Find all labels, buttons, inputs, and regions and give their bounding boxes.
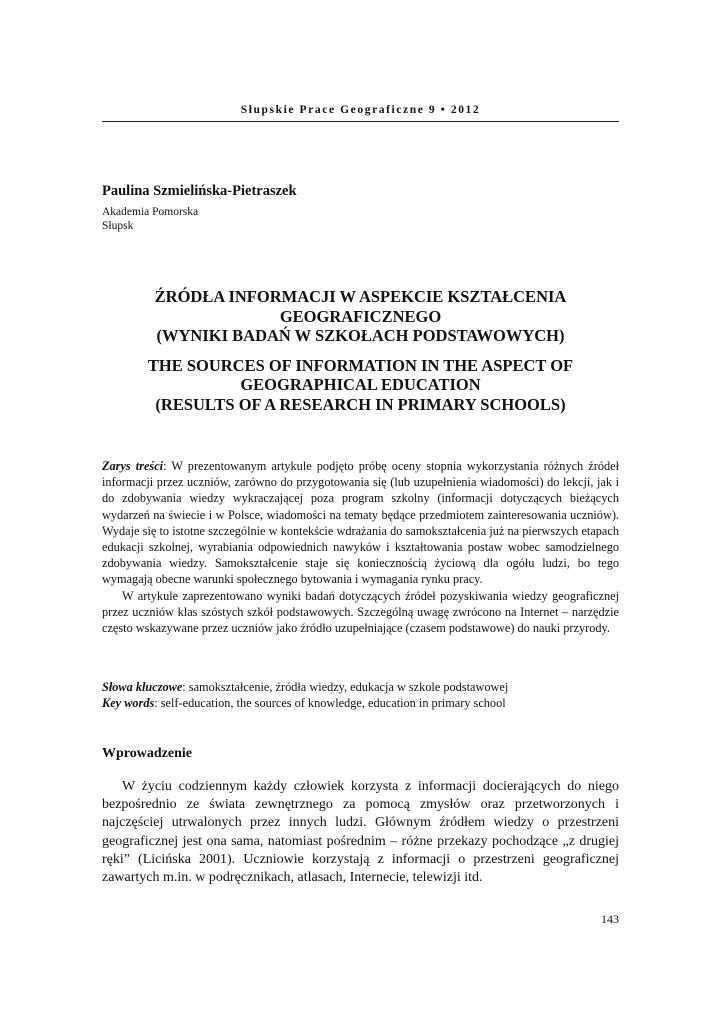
keywords-pl-text: : samokształcenie, źródła wiedzy, edukacja w szkole podstawowej: [182, 680, 509, 694]
author-city: Słupsk: [102, 220, 134, 232]
keywords-en-text: : self-education, the sources of knowledge, education in primary school: [154, 696, 506, 711]
section-body: W życiu codziennym każdy człowiek korzysta z informacji docierających do niego bezpośrednio ze świata zewnętrznego za pomocą zmysłów oraz przetworzonych i najczęściej utrwalonych przez innych ludzi. Głównym źródłem wiedzy o przestrzeni geograficznej jest ona sama, natomiast pośrednim – różne przekazy pochodzące „z drugiej ręki” (Licińska 2001). Uczniowie korzystają z informacji o przestrzeni geograficznej zawartych m.in. w podręcznikach, atlasach, Internecie, telewizji itd.: [102, 779, 619, 886]
author-affiliation: Akademia Pomorska: [102, 206, 199, 218]
title-pl-line: GEOGRAFICZNEGO: [279, 306, 442, 326]
section-heading: Wprowadzenie: [102, 746, 192, 761]
keywords-en: [102, 695, 619, 711]
keywords-pl: [102, 679, 619, 695]
title-spacer: [102, 346, 619, 356]
keywords-en-label: Key words: [102, 696, 155, 711]
abstract-paragraph: [102, 458, 619, 588]
author-name: Paulina Szmielińska-Pietraszek: [102, 183, 297, 199]
keywords-pl-label: Słowa kluczowe: [102, 680, 183, 694]
page-number: 143: [601, 912, 619, 926]
title-en-line: (RESULTS OF A RESEARCH IN PRIMARY SCHOOLS): [155, 394, 566, 414]
title-pl-line: ŹRÓDŁA INFORMACJI W ASPEKCIE KSZTAŁCENIA: [154, 287, 567, 306]
running-header: Słupskie Prace Geograficzne 9 • 2012: [240, 104, 481, 116]
title-en-line: GEOGRAPHICAL EDUCATION: [240, 375, 481, 394]
title-en-line: THE SOURCES OF INFORMATION IN THE ASPECT OF: [147, 355, 574, 375]
keywords: [102, 679, 619, 711]
abstract-paragraph-2: W artykule zaprezentowano wyniki badań dotyczących źródeł pozyskiwania wiedzy geograficznej przez uczniów klas szóstych szkół podstawowych. Szczególną uwagę zwrócono na Internet – narzędzie często wskazywane przez uczniów jako źródło uzupełniające (czasem podstawowe) do nauki przyrody.: [102, 588, 619, 636]
abstract: [102, 458, 619, 636]
article-title: [102, 287, 619, 414]
title-pl-line: (WYNIKI BADAŃ W SZKOŁACH PODSTAWOWYCH): [156, 326, 565, 345]
header-rule: [102, 121, 619, 122]
abstract-label: Zarys treści: [102, 459, 164, 473]
abstract-text: : W prezentowanym artykule podjęto próbę oceny stopnia wykorzystania różnych źródeł informacji przez uczniów, zarówno do przygotowania się (lub uzupełnienia wiadomości) do lekcji, jak i do zdobywania wiedzy wykraczającej poza program szkolny (informacji dotyczących bieżących wydarzeń na świecie i w Polsce, wiadomości na tematy będące przedmiotem zainteresowania uczniów). Wydaje się to istotne szczególnie w kontekście wdrażania do samokształcenia już na pierwszych etapach edukacji szkolnej, wyrabiania odpowiednich nawyków i kształtowania postaw wobec samodzielnego zdobywania wiedzy. Samokształcenie staje się koniecznością życiową dla ogółu ludzi, bo tego wymagają obecne warunki społecznego bytowania i wymagania rynku pracy.: [102, 459, 619, 587]
